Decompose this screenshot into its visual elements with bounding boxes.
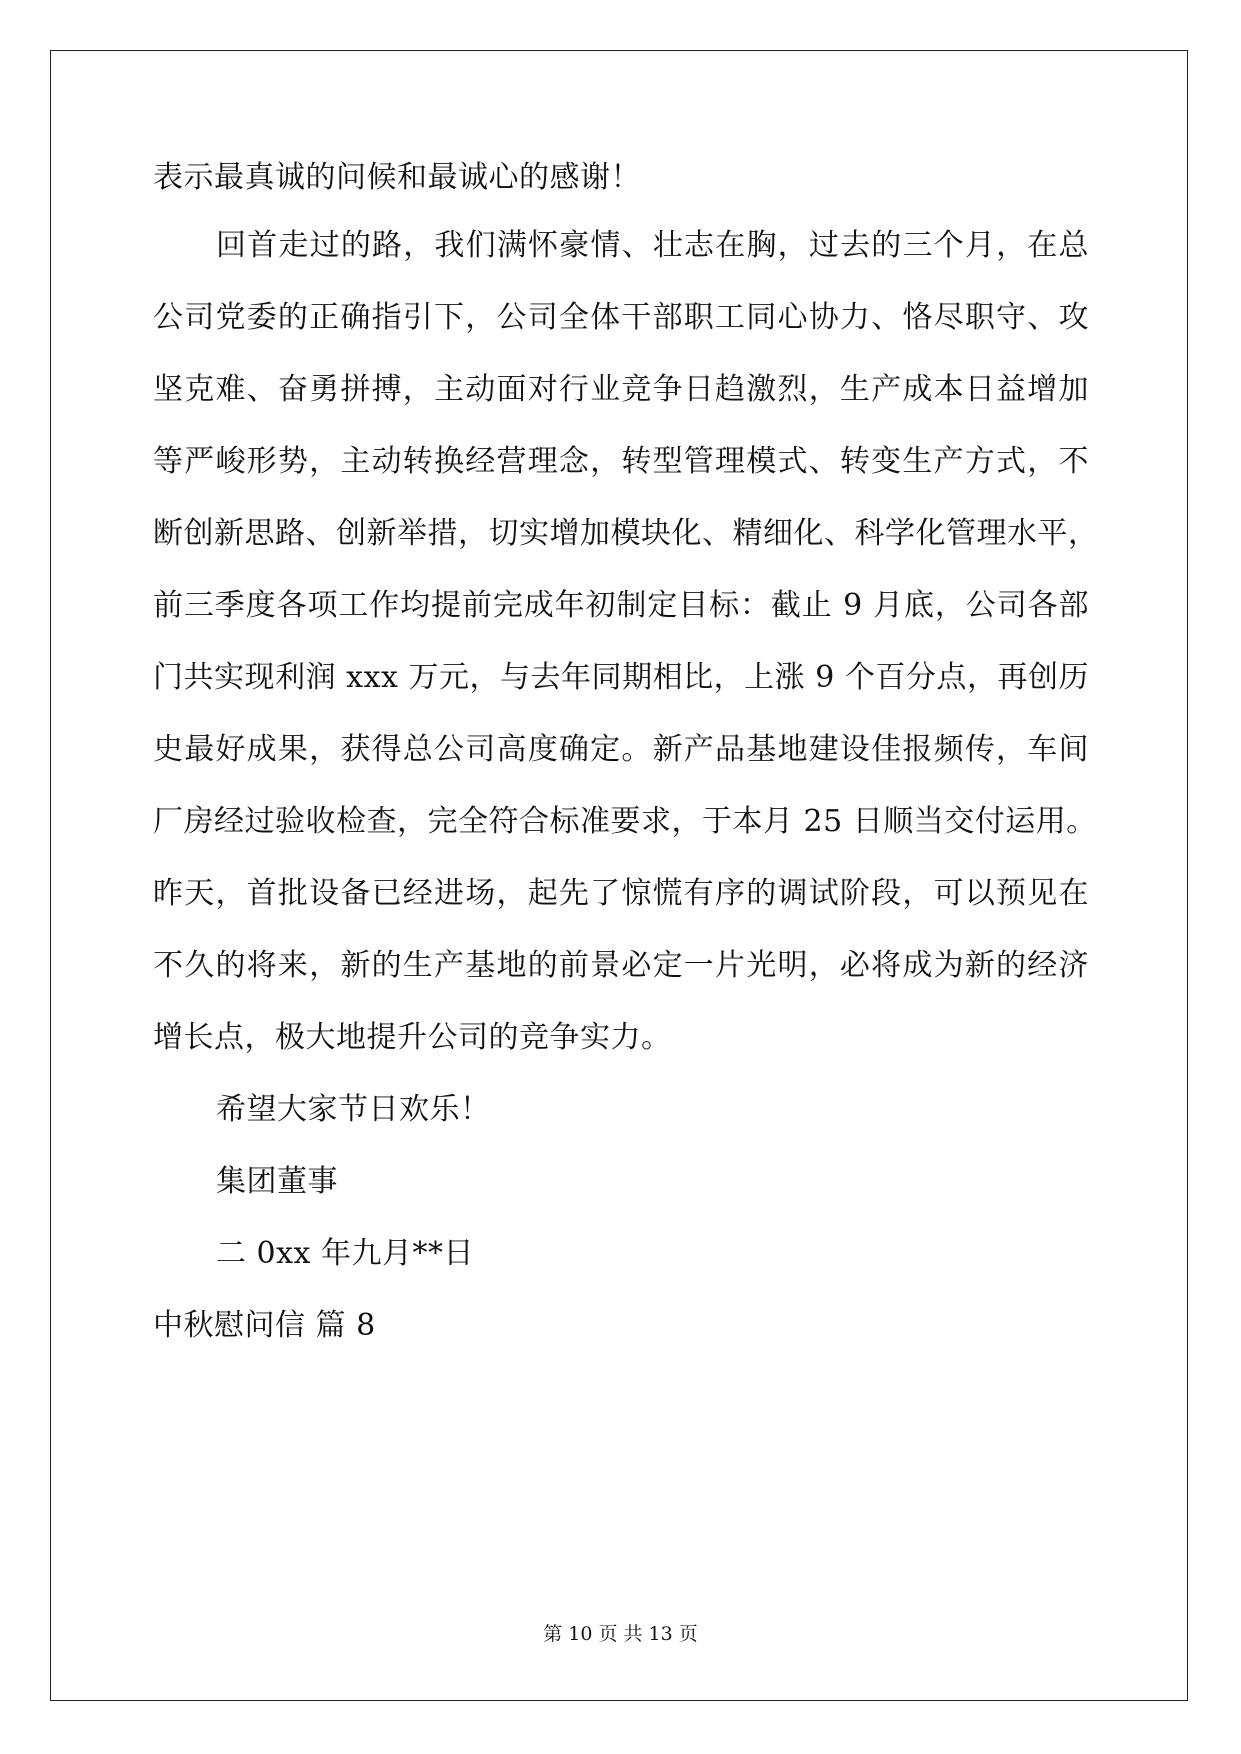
date-line: 二 0xx 年九月**日 [216, 1236, 474, 1271]
greeting-line: 希望大家节日欢乐！ [216, 1092, 491, 1127]
page-footer: 第 10 页 共 13 页 [543, 1623, 698, 1645]
body-line-12: 不久的将来，新的生产基地的前景必定一片光明，必将成为新的经济 [153, 948, 1089, 983]
section-heading: 中秋慰问信 篇 8 [153, 1308, 376, 1343]
body-line-8: 门共实现利润 xxx 万元，与去年同期相比，上涨 9 个百分点，再创历 [153, 660, 1089, 695]
body-line-9: 史最好成果，获得总公司高度确定。新产品基地建设佳报频传，车间 [153, 732, 1089, 767]
body-line-11: 昨天，首批设备已经进场，起先了惊慌有序的调试阶段，可以预见在 [153, 876, 1089, 911]
body-line-10: 厂房经过验收检查，完全符合标准要求，于本月 25 日顺当交付运用。 [153, 804, 1097, 839]
signature-line: 集团董事 [216, 1164, 338, 1199]
body-line-4: 坚克难、奋勇拼搏，主动面对行业竞争日趋激烈，生产成本日益增加 [153, 372, 1089, 407]
paragraph-start-line: 回首走过的路，我们满怀豪情、壮志在胸，过去的三个月，在总 [216, 228, 1089, 263]
body-line-5: 等严峻形势，主动转换经营理念，转型管理模式、转变生产方式，不 [153, 444, 1089, 479]
body-line-6: 断创新思路、创新举措，切实增加模块化、精细化、科学化管理水平， [153, 516, 1099, 551]
body-line-13: 增长点，极大地提升公司的竞争实力。 [153, 1020, 672, 1055]
body-line-1: 表示最真诚的问候和最诚心的感谢！ [153, 160, 641, 195]
body-line-3: 公司党委的正确指引下，公司全体干部职工同心协力、恪尽职守、攻 [153, 300, 1089, 335]
body-line-7: 前三季度各项工作均提前完成年初制定目标：截止 9 月底，公司各部 [153, 588, 1089, 623]
